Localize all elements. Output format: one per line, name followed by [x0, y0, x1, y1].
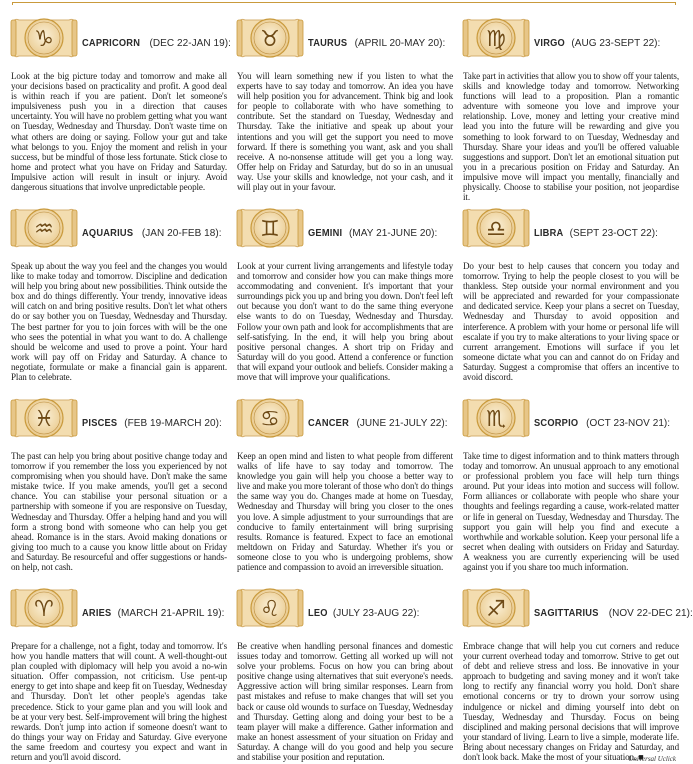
horoscope-entry-aries — [11, 584, 229, 764]
horoscope-entry-taurus — [237, 14, 455, 194]
svg-text:♉: ♉ — [260, 27, 280, 52]
entry-header — [237, 584, 455, 634]
virgo-maiden-icon — [463, 14, 529, 62]
entry-title — [534, 418, 670, 429]
gemini-twins-icon — [237, 204, 303, 252]
svg-text:♊: ♊ — [260, 217, 280, 242]
horoscope-entry-libra — [463, 204, 681, 384]
svg-text:♈: ♈ — [34, 597, 54, 622]
svg-text:♓: ♓ — [34, 407, 54, 432]
horoscope-entry-leo — [237, 584, 455, 764]
sign-name: VIRGO — [534, 38, 565, 49]
credit-line: Universal Uclick — [628, 755, 676, 763]
svg-text:♍: ♍ — [486, 27, 506, 52]
pisces-fish-icon — [11, 394, 77, 442]
sign-name: CANCER — [308, 418, 350, 429]
sign-name: CAPRICORN — [82, 38, 141, 49]
sign-name: LEO — [308, 608, 328, 619]
sign-dates: (AUG 23-SEPT 22): — [571, 38, 661, 49]
svg-text:♐: ♐ — [486, 597, 506, 622]
horoscope-entry-capricorn — [11, 14, 229, 194]
horoscope-text: Take part in activities that allow you to show off your talents, skills and knowledge today and tomorrow. Networking functions will lead to a proposition. Plan a romantic adventure with someone you love and improve your relationship. Love, money and letting your creative mind lead you into the future will be rewarding and give you something to look forward to on Tuesday, Wednesday and Thursday. Share your ideas and you'll be offered valuable suggestions and support. Don't let an emotional situation put you in a precarious position on Friday and Saturday. An impulsive move will impact you mentally, financially and physically. Choose to stabilise your position, not jeopardise it. — [463, 71, 679, 203]
svg-text:♒: ♒ — [34, 217, 54, 242]
sign-dates: (JUNE 21-JULY 22): — [356, 418, 448, 429]
sign-name: ARIES — [82, 608, 112, 619]
horoscope-text: You will learn something new if you listen to what the experts have to say today and tomorrow. An idea you have will help position you for advancement. Think big and look for people to collaborate with who have something to contribute. Set the standard on Tuesday, Wednesday and Thursday. Take the initiative and speak up about your intentions and you will get the support you need to move forward. If there is something you want, ask and you shall receive. A no-nonsense attitude will get you a long way. Offer help on Friday and Saturday, but do so in an unusual way. Use your skills and knowledge, not your cash, and it will play out in your favour. — [237, 71, 453, 193]
horoscope-entry-pisces — [11, 394, 229, 574]
entry-header — [11, 14, 229, 64]
horoscope-text: Be creative when handling personal finances and domestic issues today and tomorrow. Getting all worked up will not solve your problems. Focus on how you can bring about positive change using alternatives that suit everyone's needs. Aggressive action will bring similar responses. Learn from past mistakes and refuse to make changes that will set you back or cause old wounds to surface on Tuesday, Wednesday and Thursday. Getting along and doing your best to be a team player will make a difference. Gather information and make an honest assessment of your situation on Friday and Saturday. A change will do you good and help you secure and stabilise your position and reputation. — [237, 641, 453, 763]
sign-name: AQUARIUS — [82, 228, 134, 239]
horoscope-entry-scorpio — [463, 394, 681, 574]
taurus-bull-icon — [237, 14, 303, 62]
horoscope-text: Speak up about the way you feel and the changes you would like to make today and tomorrow. Discipline and dedication will help you bring about new possibilities. Think outside the box and do things differently. Your trendy, innovative ideas will catch on and bring positive results. Don't let what others do or say bother you on Tuesday, Wednesday and Thursday. The best partner for you to join forces with will be the one who sees the potential in what you want to do. A challenge should be welcome and used to prove a point. Your hard work will pay off on Friday and Saturday. A chance to negotiate, formulate or make a financial gain is apparent. Plan to celebrate. — [11, 261, 227, 383]
entry-header — [463, 14, 681, 64]
sagittarius-archer-icon — [463, 584, 529, 632]
entry-header — [237, 394, 455, 444]
aquarius-water-bearer-icon — [11, 204, 77, 252]
entry-title — [308, 418, 448, 429]
sign-dates: (APRIL 20-MAY 20): — [354, 38, 446, 49]
entry-header — [11, 394, 229, 444]
entry-title — [82, 418, 222, 429]
sign-dates: (MAY 21-JUNE 20): — [349, 228, 438, 239]
horoscope-text: Keep an open mind and listen to what people from different walks of life have to say today and tomorrow. The knowledge you gain will help you choose a better way to live and make you more tolerant of those who don't do things the same way you do. Changes made at home on Tuesday, Wednesday and Thursday will bring you closer to the ones you love. A simple adjustment to your surroundings that are conducive to family entertainment will bring surprising results. Romance is featured. Expect to face an emotional meltdown on Friday and Saturday. Whether it's you or someone close to you who is undergoing problems, show patience and compassion to avoid an irreversible situation. — [237, 451, 453, 573]
sign-dates: (JULY 23-AUG 22): — [332, 608, 420, 619]
cancer-crab-icon — [237, 394, 303, 442]
sign-dates: (FEB 19-MARCH 20): — [124, 418, 222, 429]
entry-header — [11, 204, 229, 254]
capricorn-goat-icon — [11, 14, 77, 62]
sign-name: SAGITTARIUS — [534, 608, 599, 619]
horoscope-entry-virgo — [463, 14, 681, 203]
entry-title — [534, 608, 693, 619]
entry-title — [82, 608, 224, 619]
sign-dates: (NOV 22-DEC 21): — [608, 608, 693, 619]
sign-name: PISCES — [82, 418, 118, 429]
svg-text:♑: ♑ — [34, 27, 54, 52]
sign-dates: (DEC 22-JAN 19): — [149, 38, 231, 49]
entry-header — [237, 204, 455, 254]
sign-name: TAURUS — [308, 38, 348, 49]
horoscope-text: Prepare for a challenge, not a fight, today and tomorrow. It's how you handle matters that will count. A well-thought-out plan coupled with diplomacy will help you avoid a no-win situation. Offer compassion, not criticism. Use pent-up energy to get into shape and keep fit on Tuesday, Wednesday and Thursday. Don't let other people's agendas take precedence. Stick to your game plan and you will look and be at your very best. Self-improvement will bring the highest rewards. Don't jump into action if someone doesn't want to do things your way on Friday and Saturday. Give everyone the same freedom and courtesy you expect and want in return and you'll avoid discord. — [11, 641, 227, 763]
horoscope-text: Look at your current living arrangements and lifestyle today and tomorrow and consider how you can make things more accommodating and convenient. It's important that your surroundings pick you up and bring you down. Don't feel left out because you don't want to do the same thing everyone else wants to do on Tuesday, Wednesday and Thursday. Follow your own path and look for accomplishments that are self-satisfying. In the end, it will help you bring about positive personal changes. A short trip on Friday and Saturday will do you good. Attend a conference or function that will expand your outlook and beliefs. Consider making a move that will improve your qualifications. — [237, 261, 453, 383]
entry-title — [308, 228, 437, 239]
libra-scales-icon — [463, 204, 529, 252]
scorpio-scorpion-icon — [463, 394, 529, 442]
entry-title — [82, 38, 231, 49]
entry-title — [82, 228, 222, 239]
sign-name: LIBRA — [534, 228, 564, 239]
entry-header — [463, 584, 693, 634]
horoscope-entry-sagittarius — [463, 584, 693, 764]
entry-header — [11, 584, 229, 634]
svg-text:♎: ♎ — [486, 217, 506, 242]
horoscope-text: Take time to digest information and to think matters through today and tomorrow. An unusual approach to any emotional or professional problem you face will help turn things around. Put your ideas into motion and success will follow. Form alliances or collaborate with people who share your thoughts and feelings regarding a cause, work-related matter or life in general on Tuesday, Wednesday and Thursday. The support you gain will help you find and execute a worthwhile and workable solution. Keep your personal life a secret when dealing with outsiders on Friday and Saturday. A weakness you are currently experiencing will be used against you if you share too much information. — [463, 451, 679, 573]
entry-title — [308, 608, 419, 619]
horoscope-entry-aquarius — [11, 204, 229, 384]
horoscope-entry-gemini — [237, 204, 455, 384]
entry-title — [534, 38, 660, 49]
svg-text:♌: ♌ — [260, 597, 280, 622]
entry-header — [463, 204, 681, 254]
horoscope-entry-cancer — [237, 394, 455, 574]
leo-lion-icon — [237, 584, 303, 632]
svg-text:♋: ♋ — [260, 407, 280, 432]
sign-name: SCORPIO — [534, 418, 579, 429]
svg-text:♏: ♏ — [486, 407, 506, 432]
sign-dates: (SEPT 23-OCT 22): — [569, 228, 658, 239]
horoscope-text: The past can help you bring about positive change today and tomorrow if you remember the loss you experienced by not compromising when you should have. Don't make the same mistake twice. If you make amends, you'll get a second chance. You can stabilise your personal situation or a partnership with someone if you are responsive on Tuesday, Wednesday and Thursday. Offer a helping hand and you will form a strong bond with someone who can help you get ahead. Romance is in the stars. Avoid making donations or giving too much to a cause you know little about on Friday and Saturday. Be resourceful and offer suggestions or hands-on help, not cash. — [11, 451, 227, 573]
horoscope-text: Embrace change that will help you cut corners and reduce your current overhead today and tomorrow. Strive to get out of debt and relieve stress and loss. Be innovative in your approach to budgeting and saving money and it won't take long to rectify any financial worry you hold. Don't share emotional concerns or try to drown your sorrow using indulgence or nickel and diming yourself into debt on Tuesday, Wednesday and Thursday. Focus on being disciplined and making personal decisions that will improve your standard of living. Learn to live a simple, moderate life. Bring about necessary changes on Friday and Saturday, and don't look back. Make the most of your situation. ■ — [463, 641, 679, 763]
entry-title — [534, 228, 658, 239]
horoscope-text: Look at the big picture today and tomorrow and make all your decisions based on practicality and profit. A good deal is within reach if you are patient. Don't let someone's impulsiveness push you in a direction that causes uncertainty. You will have no problem getting what you want on Tuesday, Wednesday and Thursday. Don't waste time on what others are doing or saying. Follow your gut and take what belongs to you. Enjoy the moment and relish in your success, but be mindful of those less fortunate. Stick close to home and protect what you have on Friday and Saturday. Impulsive action will result in insult or injury. Avoid dangerous situations that involve unpredictable people. — [11, 71, 227, 193]
aries-ram-icon — [11, 584, 77, 632]
entry-header — [237, 14, 455, 64]
sign-dates: (OCT 23-NOV 21): — [586, 418, 671, 429]
entry-header — [463, 394, 681, 444]
sign-dates: (JAN 20-FEB 18): — [141, 228, 222, 239]
entry-title — [308, 38, 445, 49]
sign-dates: (MARCH 21-APRIL 19): — [117, 608, 225, 619]
horoscope-text: Do your best to help causes that concern you today and tomorrow. Trying to help the people closest to you will be thankless. Step outside your normal environment and you will be appreciated and rewarded for your compassionate and dedicated service. Keep your plans a secret on Tuesday, Wednesday and Thursday to avoid opposition and interference. A problem with your home or personal life will escalate if you try to make alterations to your living space or current arrangement. Emotions will surface if you let someone dictate what you can and cannot do on Friday and Saturday. Suggest a compromise that offers an incentive to avoid discord. — [463, 261, 679, 383]
sign-name: GEMINI — [308, 228, 343, 239]
